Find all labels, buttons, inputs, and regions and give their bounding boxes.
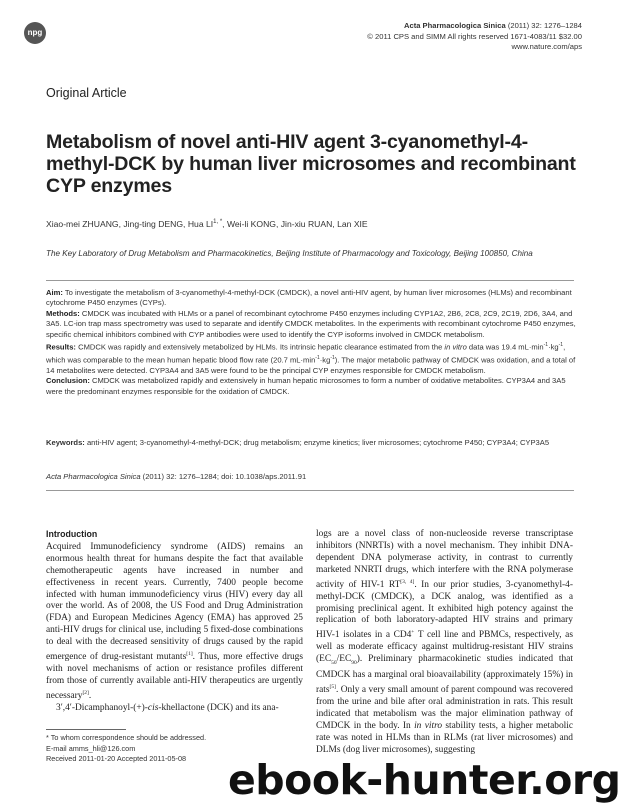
abstract-conclusion	[46, 376, 576, 397]
sup-b: -1	[558, 342, 564, 349]
intro-p1-a: Acquired Immunodeficiency syndrome (AIDS) remains an enormous health threat for humans despite the fact that available chemotherapeutic agents have increased in number and effectiveness in recent years. Currently, 7400 people become infected with human immunodeficiency virus (HIV) every day all over the world. As of 2008, the US Food and Drug Administration (FDA) and European Medicines Agency (EMA) has approved 25 anti-HIV drugs for clinical use, including 5 fixed-dose combinations to deal with the decreased sensitivity of drugs caused by the rapid emergence of drug-resistant mutants	[46, 541, 303, 663]
right-p-g: stability tests, a higher metabolic rate was noted in HLMs than in RLMs (rat liver microsomes) and DLMs (dog liver microsomes), suggesting	[316, 720, 574, 755]
intro-paragraph-1	[46, 542, 303, 703]
watermark: ebook-hunter.org	[228, 756, 620, 804]
results-text-c: ·kg	[548, 342, 559, 352]
right-p-c: T cell line and PBMCs, respectively, as well as moderate efficacy against multidrug-resistant HIV strains (EC	[316, 630, 573, 665]
author-list	[46, 219, 368, 229]
footnote	[46, 733, 206, 765]
abstract-bottom-rule	[46, 490, 574, 491]
section-label: Original Article	[46, 86, 127, 100]
citation	[46, 472, 306, 481]
footnote-email: E-mail amms_hli@126.com	[46, 743, 136, 753]
keywords-text: anti-HIV agent; 3-cyanomethyl-4-methyl-DCK; drug metabolism; enzyme kinetics; liver microsomes; cytochrome P450; CYP3A4; CYP3A5	[84, 438, 550, 447]
conclusion-text: CMDCK was metabolized rapidly and extensively in human hepatic microsomes to form a number of oxidative metabolites. CYP3A4 and 3A5 were the predominant enzymes responsible for the oxidation of CMDCK.	[46, 376, 566, 396]
ref-2: [2]	[82, 689, 89, 696]
intro-p1-c: .	[88, 691, 92, 702]
sup-d: -1	[330, 354, 335, 361]
sub-50: 50	[331, 660, 337, 667]
sup-c: -1	[315, 354, 320, 361]
right-p-f: . Only a very small amount of parent compound was recovered from the urine and bile after oral administration in rats. This result indicated that metabolism was the major elimination pathway of CMDCK in the body. In	[316, 685, 573, 731]
sub-90: 90	[351, 660, 357, 667]
results-text-b: data was 19.4 mL·min	[466, 342, 544, 352]
authors-first: Xiao-mei ZHUANG, Jing-ting DENG, Hua LI	[46, 219, 214, 229]
right-p-d: /EC	[336, 654, 352, 665]
intro-paragraph-2	[46, 703, 303, 715]
journal-name: Acta Pharmacologica Sinica	[403, 21, 506, 30]
sup-plus: +	[411, 629, 415, 636]
aim-label: Aim:	[46, 288, 63, 297]
affiliation: The Key Laboratory of Drug Metabolism and Pharmacokinetics, Beijing Institute of Pharmacology and Toxicology, Beijing 100850, China	[46, 249, 533, 258]
left-column	[46, 529, 303, 715]
abstract-methods	[46, 309, 576, 340]
ref-1: [1]	[186, 651, 193, 658]
footnote-correspondence: * To whom correspondence should be addressed.	[46, 733, 207, 742]
abstract-aim	[46, 288, 576, 309]
sup-a: -1	[543, 342, 549, 349]
results-invitro: in vitro	[444, 342, 467, 352]
citation-journal: Acta Pharmacologica Sinica	[46, 472, 141, 481]
right-paragraph	[316, 529, 573, 757]
author-mark: 1, *	[213, 219, 223, 226]
abstract	[46, 288, 576, 397]
right-p-b: . In our prior studies, 3-cyanomethyl-4-methyl-DCK (CMDCK), a DCK analog, was identified as a promising preclinical agent. It exhibited high potency against the replication of both laboratory-adapted HIV strains and primary HIV-1 isolates in a CD4	[316, 579, 573, 641]
results-text-d: , which was comparable to the mean human hepatic blood flow rate (20.7 mL·min	[46, 342, 566, 365]
intro-p2-a: 3′,4′-Dicamphanoyl-(+)-	[56, 702, 148, 713]
results-text-f: ). The major metabolic pathway of CMDCK was oxidation, and a total of 14 metabolites were detected. CYP3A4 and 3A5 were found to be the principal CYP enzymes responsible for CMDCK metabolism.	[46, 355, 576, 375]
ref-3-4: [3, 4]	[400, 578, 415, 585]
abstract-top-rule	[46, 280, 574, 281]
results-text-e: ·kg	[319, 355, 331, 365]
intro-p2-b: -khellactone (DCK) and its ana-	[158, 702, 279, 713]
abstract-results	[46, 340, 576, 376]
right-invitro: in vitro	[414, 720, 443, 731]
conclusion-label: Conclusion:	[46, 376, 90, 386]
article-title: Metabolism of novel anti-HIV agent 3-cyanomethyl-4-methyl-DCK by human liver microsomes and recombinant CYP enzymes	[46, 131, 576, 197]
results-text-a: CMDCK was rapidly and extensively metabolized by HLMs. Its intrinsic hepatic clearance estimated from the	[75, 342, 445, 352]
journal-issue: (2011) 32: 1276–1284	[505, 21, 582, 30]
npg-logo: npg	[24, 22, 46, 44]
keywords-label: Keywords:	[46, 438, 85, 447]
intro-heading: Introduction	[46, 529, 98, 539]
right-p-e: ). Preliminary pharmacokinetic studies indicated that CMDCK has a marginal oral bioavailability (approximately 15%) in rats	[316, 654, 573, 696]
right-column	[316, 529, 573, 757]
right-p-a: logs are a novel class of non-nucleoside reverse transcriptase inhibitors (NNRTIs) with a novel mechanism. They inhibit DNA-dependent DNA polymerase activity, in contrast to currently marketed NNRTI drugs, which interfere with the RNA polymerase activity of HIV-1 RT	[316, 529, 573, 590]
journal-url: www.nature.com/aps	[511, 42, 582, 51]
results-label: Results:	[46, 342, 76, 352]
keywords	[46, 438, 576, 448]
aim-text: To investigate the metabolism of 3-cyanomethyl-4-methyl-DCK (CMDCK), a novel anti-HIV agent, by human liver microsomes (HLMs) and recombinant cytochrome P450 enzymes (CYPs).	[46, 288, 572, 308]
intro-p2-cis: cis	[147, 702, 159, 713]
methods-label: Methods:	[46, 308, 80, 318]
ref-5: [5]	[329, 684, 336, 690]
footnote-rule	[46, 729, 126, 730]
journal-header	[367, 21, 582, 53]
authors-rest: , Wei-li KONG, Jin-xiu RUAN, Lan XIE	[222, 219, 368, 229]
footnote-dates: Received 2011-01-20 Accepted 2011-05-08	[46, 754, 187, 764]
copyright-line: © 2011 CPS and SIMM All rights reserved 1671-4083/11 $32.00	[367, 31, 582, 41]
intro-p1-b: . Thus, more effective drugs with novel mechanisms of action or resistance profiles different from those of currently available anti-HIV therapeutics are urgently necessary	[46, 652, 303, 702]
methods-text: CMDCK was incubated with HLMs or a panel of recombinant cytochrome P450 enzymes including CYP1A2, 2B6, 2C8, 2C9, 2C19, 2D6, 3A4, and 3A5. LC-ion trap mass spectrometry was used to separate and identify CMDCK metabolites. In the experiments with recombinant cytochrome P450 enzymes, specific chemical inhibitors combined with CYP antibodies were used to identify the CYP isoforms involved in CMDCK metabolism.	[46, 308, 576, 339]
citation-rest: (2011) 32: 1276–1284; doi: 10.1038/aps.2011.91	[140, 472, 307, 481]
